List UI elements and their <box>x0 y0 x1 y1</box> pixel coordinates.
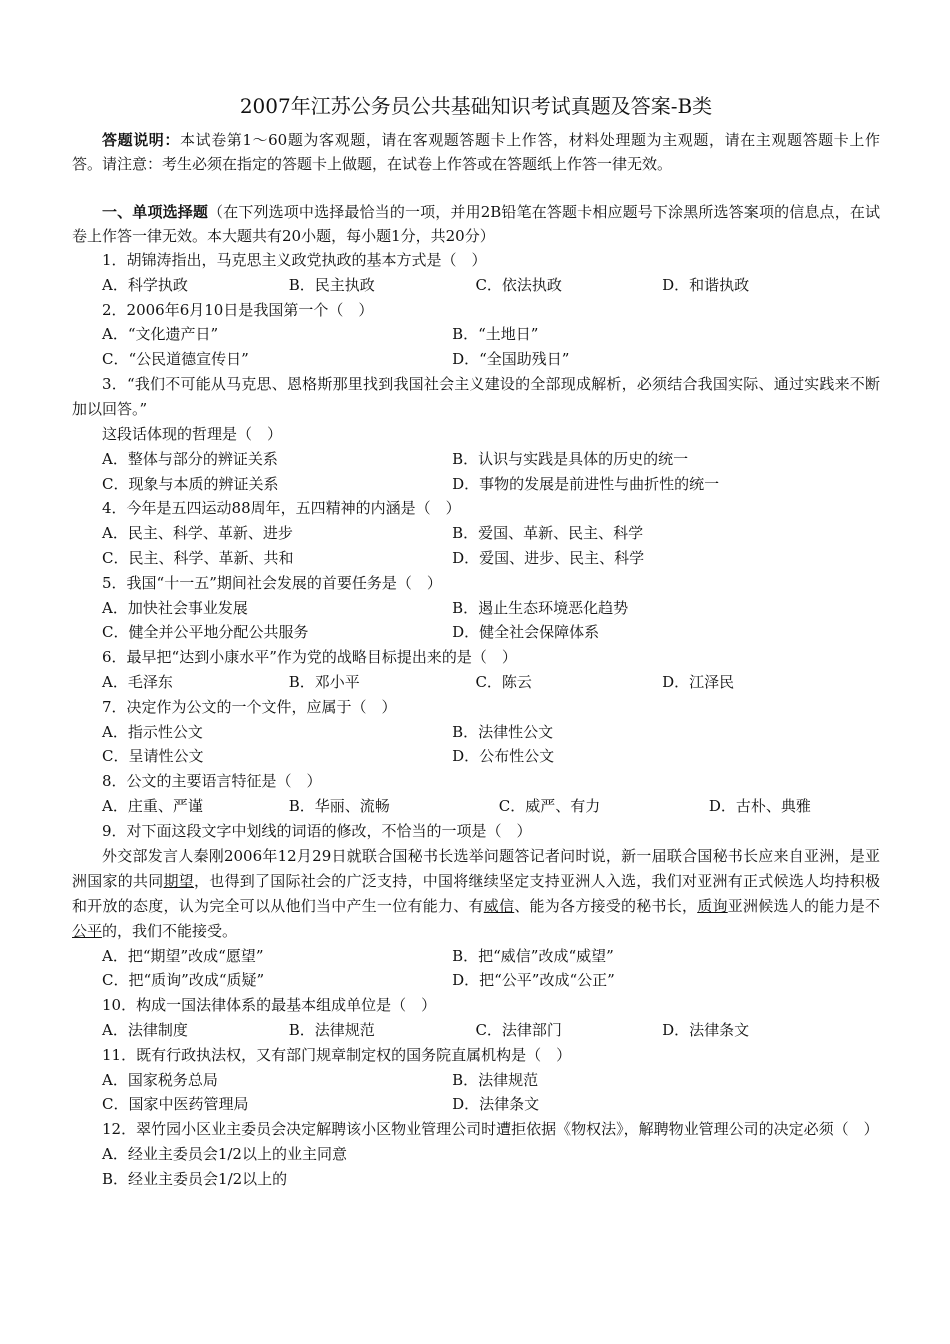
question-7-stem: 7．决定作为公文的一个文件，应属于（ ） <box>102 697 397 716</box>
q2-option-c: C．“公民道德宣传日” <box>102 350 249 369</box>
instructions-label: 答题说明： <box>102 131 180 149</box>
q7-option-b: B．法律性公文 <box>452 722 554 741</box>
question-5-stem: 5．我国“十一五”期间社会发展的首要任务是（ ） <box>102 573 442 592</box>
section-label: 一、单项选择题 <box>102 203 209 221</box>
question-3-stem: 3．“我们不可能从马克思、恩格斯那里找到我国社会主义建设的全部现成解析，必须结合我国实际、通过实践来不断加以回答。” <box>72 374 880 418</box>
q2-option-d: D．“全国助残日” <box>452 350 570 369</box>
question-3-options-row1 <box>72 447 880 472</box>
q5-option-d: D．健全社会保障体系 <box>452 623 600 642</box>
q3-option-c: C．现象与本质的辨证关系 <box>102 474 279 493</box>
q1-option-c: C．依法执政 <box>475 275 562 294</box>
q4-option-d: D．爱国、进步、民主、科学 <box>452 548 645 567</box>
q1-option-a: A．科学执政 <box>102 275 188 294</box>
question-4-options-row1 <box>72 521 880 546</box>
q4-option-b: B．爱国、革新、民主、科学 <box>452 524 644 543</box>
q8-option-b: B．华丽、流畅 <box>288 796 390 815</box>
question-6-stem: 6．最早把“达到小康水平”作为党的战略目标提出来的是（ ） <box>102 648 517 667</box>
question-5-options-row2 <box>72 620 880 645</box>
question-7-options-row1 <box>72 720 880 745</box>
question-11-options-row2 <box>72 1092 880 1117</box>
question-11-stem: 11．既有行政执法权，又有部门规章制定权的国务院直属机构是（ ） <box>102 1045 572 1064</box>
question-12-stem: 12．翠竹园小区业主委员会决定解聘该小区物业管理公司时遭拒依据《物权法》，解聘物业管理公司的决定必须（ ） <box>102 1120 879 1139</box>
instructions-text: 本试卷第1～60题为客观题，请在客观题答题卡上作答，材料处理题为主观题，请在主观题答题卡上作答。请注意：考生必须在指定的答题卡上做题，在试卷上作答或在答题纸上作答一律无效。 <box>72 131 880 173</box>
question-7-options-row2 <box>72 744 880 769</box>
question-3-stem2: 这段话体现的哲理是（ ） <box>102 424 283 443</box>
q6-option-b: B．邓小平 <box>288 672 360 691</box>
q11-option-c: C．国家中医药管理局 <box>102 1095 249 1114</box>
q10-option-c: C．法律部门 <box>475 1020 562 1039</box>
q5-option-a: A．加快社会事业发展 <box>102 598 248 617</box>
q9-passage-part1: 外交部发言人秦刚2006年12月29日就联合国秘书长选举问题答记者问时说，新一届联合国秘书长应来自亚洲，是亚洲国家的共同 <box>72 846 880 890</box>
q7-option-d: D．公布性公文 <box>452 747 555 766</box>
q5-option-c: C．健全并公平地分配公共服务 <box>102 623 309 642</box>
q9-passage-part5: 的，我们不能接受。 <box>102 921 238 940</box>
q3-option-a: A．整体与部分的辨证关系 <box>102 449 278 468</box>
q11-option-b: B．法律规范 <box>452 1070 539 1089</box>
q9-option-a: A．把“期望”改成“愿望” <box>102 946 264 965</box>
q9-underlined-word-3: 质询 <box>697 896 728 915</box>
q10-option-a: A．法律制度 <box>102 1020 188 1039</box>
q4-option-a: A．民主、科学、革新、进步 <box>102 524 293 543</box>
exam-page <box>72 92 880 1192</box>
q9-underlined-word-1: 期望 <box>163 871 194 890</box>
q9-option-b: B．把“威信”改成“威望” <box>452 946 614 965</box>
question-9-options-row1 <box>72 944 880 969</box>
q4-option-c: C．民主、科学、革新、共和 <box>102 548 294 567</box>
question-6-options <box>72 670 880 695</box>
question-5-options-row1 <box>72 596 880 621</box>
question-2-stem: 2．2006年6月10日是我国第一个（ ） <box>102 300 374 319</box>
q11-option-a: A．国家税务总局 <box>102 1070 218 1089</box>
q7-option-c: C．呈请性公文 <box>102 747 204 766</box>
question-9-stem: 9．对下面这段文字中划线的词语的修改，不恰当的一项是（ ） <box>102 821 532 840</box>
q9-underlined-word-2: 威信 <box>483 896 515 915</box>
q9-underlined-word-4: 公平 <box>72 921 103 940</box>
q2-option-a: A．“文化遗产日” <box>102 325 219 344</box>
q8-option-a: A．庄重、严谨 <box>102 796 203 815</box>
q8-option-c: C．威严、有力 <box>498 796 601 815</box>
q7-option-a: A．指示性公文 <box>102 722 203 741</box>
q5-option-b: B．遏止生态环境恶化趋势 <box>452 598 629 617</box>
question-4-stem: 4．今年是五四运动88周年，五四精神的内涵是（ ） <box>102 499 461 518</box>
question-10-stem: 10．构成一国法律体系的最基本组成单位是（ ） <box>102 996 437 1015</box>
q9-passage-part4: 亚洲候选人的能力是不 <box>727 896 880 915</box>
q6-option-c: C．陈云 <box>475 672 532 691</box>
page-title: 2007年江苏公务员公共基础知识考试真题及答案-B类 <box>239 94 713 118</box>
q12-option-a: A．经业主委员会1/2以上的业主同意 <box>102 1145 347 1164</box>
q9-option-d: D．把“公平”改成“公正” <box>452 971 615 990</box>
section-text: （在下列选项中选择最恰当的一项，并用2B铅笔在答题卡相应题号下涂黑所选答案项的信息点，在试卷上作答一律无效。本大题共有20小题，每小题1分，共20分） <box>72 203 880 245</box>
instructions <box>72 128 880 176</box>
question-10-options <box>72 1018 880 1043</box>
question-4-options-row2 <box>72 546 880 571</box>
question-1-options <box>72 273 880 298</box>
q2-option-b: B．“土地日” <box>452 325 539 344</box>
q12-option-b: B．经业主委员会1/2以上的 <box>102 1169 288 1188</box>
q11-option-d: D．法律条文 <box>452 1095 540 1114</box>
section-header <box>72 200 880 248</box>
q6-option-d: D．江泽民 <box>662 672 735 691</box>
q9-option-c: C．把“质询”改成“质疑” <box>102 971 265 990</box>
q9-passage-part2: ，也得到了国际社会的广泛支持，中国将继续坚定支持亚洲人入选，我们对亚洲有正式候选人均持积极和开放的态度，认为完全可以从他们当中产生一位有能力、有 <box>72 871 880 915</box>
question-2-options-row1 <box>72 322 880 347</box>
question-11-options-row1 <box>72 1068 880 1093</box>
q6-option-a: A．毛泽东 <box>102 672 173 691</box>
spacer <box>72 176 880 200</box>
q8-option-d: D．古朴、典雅 <box>708 796 811 815</box>
q10-option-b: B．法律规范 <box>288 1020 375 1039</box>
question-3-options-row2 <box>72 472 880 497</box>
question-9-options-row2 <box>72 968 880 993</box>
q3-option-d: D．事物的发展是前进性与曲折性的统一 <box>452 474 720 493</box>
question-9-passage <box>72 844 880 944</box>
q9-passage-part3: 、能为各方接受的秘书长， <box>514 896 698 915</box>
q3-option-b: B．认识与实践是具体的历史的统一 <box>452 449 689 468</box>
question-8-options <box>72 794 880 819</box>
question-8-stem: 8．公文的主要语言特征是（ ） <box>102 772 322 791</box>
q10-option-d: D．法律条文 <box>662 1020 750 1039</box>
q1-option-b: B．民主执政 <box>288 275 375 294</box>
q1-option-d: D．和谐执政 <box>662 275 750 294</box>
question-1-stem: 1．胡锦涛指出，马克思主义政党执政的基本方式是（ ） <box>102 251 487 269</box>
question-2-options-row2 <box>72 347 880 372</box>
